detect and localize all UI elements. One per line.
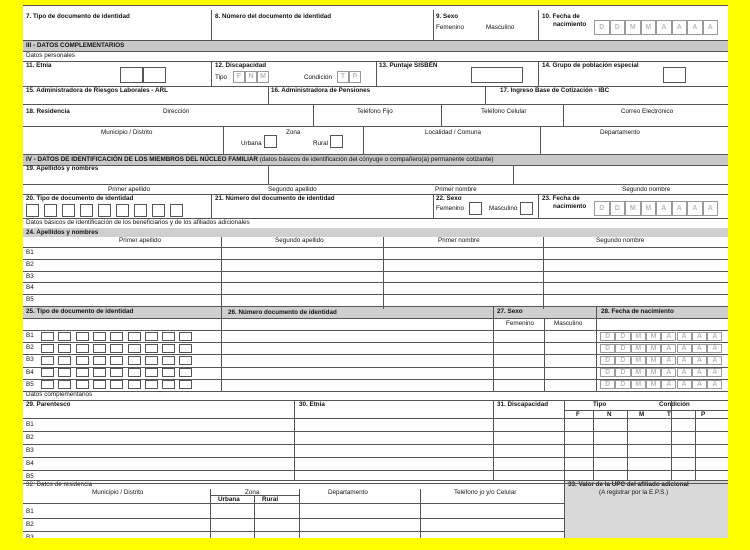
doc-type-box[interactable] (58, 368, 71, 377)
doc-type-box[interactable] (145, 356, 158, 365)
rule (23, 503, 564, 504)
datos-personales-label: Datos personales (26, 52, 76, 59)
table24-cell[interactable] (235, 248, 381, 258)
doc-type-box[interactable] (179, 332, 192, 341)
field-23-label: 23. Fecha de (542, 195, 580, 202)
birthdate-box-7[interactable]: A (707, 332, 722, 341)
t32-urbana: Urbana (218, 496, 240, 503)
doc-type-box[interactable] (93, 368, 106, 377)
doc-type-box[interactable] (128, 380, 141, 389)
doc-type-box[interactable] (162, 380, 175, 389)
table24-segundo-apellido: Segundo apellido (275, 237, 324, 244)
doc-type-box[interactable] (44, 204, 57, 217)
table24-cell[interactable] (397, 283, 541, 293)
rule (23, 483, 728, 484)
rule (564, 481, 565, 538)
doc-type-box[interactable] (26, 204, 39, 217)
sisben-input[interactable] (471, 67, 523, 83)
birthdate-box-3[interactable]: M (646, 380, 661, 389)
doc-type-box[interactable] (162, 344, 175, 353)
doc-type-box[interactable] (93, 380, 106, 389)
table24-cell[interactable] (235, 272, 381, 282)
field-33-note: (A registrar por la E.P.S.) (599, 489, 669, 496)
section-4-note: (datos básicos de identificación del cónyuge o compañero(a) permanente cotizante) (259, 156, 494, 163)
birthdate-box-7[interactable]: A (707, 344, 722, 353)
field-27-label: 27. Sexo (497, 308, 523, 315)
doc-type-box[interactable] (76, 356, 89, 365)
field-7-label: 7. Tipo de documento de identidad (26, 13, 130, 20)
doc-type-box[interactable] (62, 204, 75, 217)
doc-type-box[interactable] (134, 204, 147, 217)
t32-municipio: Municipio / Distrito (92, 489, 144, 496)
t25-masculino: Masculino (554, 320, 583, 327)
rule (23, 457, 728, 458)
doc-type-box[interactable] (128, 332, 141, 341)
birthdate-box-2[interactable]: M (631, 356, 646, 365)
doc-type-box[interactable] (76, 344, 89, 353)
table24-cell[interactable] (235, 260, 381, 270)
t25-femenino: Femenino (506, 320, 535, 327)
table25-row-label: B3 (26, 356, 34, 364)
table24-cell[interactable] (37, 260, 219, 270)
doc-type-box[interactable] (152, 204, 165, 217)
table24-cell[interactable] (235, 295, 381, 305)
field-11-label: 11. Etnia (26, 62, 52, 69)
birthdate-box-2[interactable]: M (631, 344, 646, 353)
birthdate-box-6[interactable]: A (692, 344, 707, 353)
table25-row-label: B2 (26, 344, 34, 352)
date-top-box-1[interactable]: D (610, 20, 626, 35)
doc-type-box[interactable] (41, 380, 54, 389)
table24-cell[interactable] (557, 295, 726, 305)
urbana-label: Urbana (241, 140, 262, 147)
table24-cell[interactable] (557, 248, 726, 258)
doc-type-box[interactable] (41, 356, 54, 365)
rule (23, 431, 728, 432)
birthdate-box-2[interactable]: M (631, 380, 646, 389)
field-16-label: 16. Administradora de Pensiones (271, 87, 371, 94)
disability-type-box-0[interactable]: F (233, 71, 245, 83)
field-31-label: 31. Discapacidad (497, 401, 549, 408)
doc-type-box[interactable] (162, 368, 175, 377)
t32-rural: Rural (262, 496, 279, 503)
disability-col-F: F (576, 411, 580, 418)
section-4-header (23, 154, 728, 166)
field-24-label: 24. Apellidos y nombres (26, 229, 99, 236)
birthdate-box-6[interactable]: A (692, 332, 707, 341)
doc-type-box[interactable] (145, 344, 158, 353)
birthdate-box-1[interactable]: D (615, 332, 630, 341)
table24-primer-apellido: Primer apellido (119, 237, 161, 244)
date-top-box-5[interactable]: A (672, 20, 688, 35)
table29-row-label: B5 (26, 473, 34, 480)
table29-row-label: B3 (26, 447, 34, 454)
etnia-input-2[interactable] (143, 67, 166, 83)
t32-departamento: Departamento (328, 489, 368, 496)
rule (23, 418, 728, 419)
sex-female-checkbox[interactable] (469, 202, 482, 215)
segundo-nombre-label: Segundo nombre (622, 186, 671, 193)
sex-male-label-2: Masculino (489, 205, 518, 212)
birthdate-box-7[interactable]: A (707, 368, 722, 377)
doc-type-box[interactable] (58, 332, 71, 341)
rule (564, 400, 565, 480)
date-top-box-7[interactable]: A (703, 20, 719, 35)
primer-apellido-label: Primer apellido (108, 186, 150, 193)
tipo-header: Tipo (593, 401, 607, 408)
field-10-label-2: nacimiento (553, 21, 587, 28)
field-20-label: 20. Tipo de documento de identidad (26, 195, 134, 202)
rule (210, 495, 299, 496)
birthdate-box-5[interactable]: A (677, 332, 692, 341)
date-top-box-6[interactable]: A (687, 20, 703, 35)
field-12-label: 12. Discapacidad (215, 62, 267, 69)
birthdate-box-4[interactable]: A (661, 356, 676, 365)
date-23-box-1[interactable]: D (610, 201, 626, 216)
rule (23, 318, 728, 319)
table24-cell[interactable] (37, 295, 219, 305)
doc-type-box[interactable] (110, 356, 123, 365)
t32-zona: Zona (245, 489, 260, 496)
field-15-label: 15. Administradora de Riesgos Laborales - ARL (26, 87, 168, 94)
doc-type-box[interactable] (41, 344, 54, 353)
rule (671, 400, 672, 480)
doc-type-box[interactable] (76, 368, 89, 377)
birthdate-box-4[interactable]: A (661, 332, 676, 341)
date-23-box-6[interactable]: A (687, 201, 703, 216)
doc-type-box[interactable] (98, 204, 111, 217)
birthdate-box-5[interactable]: A (677, 368, 692, 377)
doc-type-box[interactable] (58, 356, 71, 365)
table24-row-label: B4 (26, 284, 34, 292)
birthdate-box-2[interactable]: M (631, 368, 646, 377)
doc-type-box[interactable] (162, 332, 175, 341)
field-22-label: 22. Sexo (436, 195, 462, 202)
etnia-input-1[interactable] (120, 67, 143, 83)
condicion-header: Condición (659, 401, 690, 408)
field-10-label: 10. Fecha de (542, 13, 580, 20)
table24-row-label: B1 (26, 249, 34, 256)
doc-type-box[interactable] (179, 344, 192, 353)
doc-type-box[interactable] (58, 380, 71, 389)
section-4-title: IV - DATOS DE IDENTIFICACIÓN DE LOS MIEMBROS DEL NÚCLEO FAMILIAR (26, 156, 258, 163)
birthdate-box-0[interactable]: D (600, 356, 615, 365)
date-23-box-2[interactable]: M (625, 201, 641, 216)
rule (294, 400, 295, 480)
table24-row-label: B2 (26, 260, 34, 268)
field-33-label: 33. Valor de la UPC del afiliado adicional (568, 481, 689, 488)
sex-male-label: Masculino (486, 24, 515, 31)
rural-checkbox[interactable] (330, 135, 343, 148)
doc-type-box[interactable] (145, 332, 158, 341)
date-23-box-3[interactable]: M (641, 201, 657, 216)
doc-type-box[interactable] (179, 380, 192, 389)
field-25-label: 25. Tipo de documento de identidad (26, 308, 134, 315)
doc-type-box[interactable] (76, 332, 89, 341)
birthdate-box-0[interactable]: D (600, 368, 615, 377)
tel-celular-label: Teléfono Celular (481, 108, 527, 115)
doc-type-box[interactable] (110, 344, 123, 353)
doc-type-box[interactable] (110, 332, 123, 341)
departamento-label: Departamento (600, 129, 640, 136)
disability-col-T: T (667, 411, 671, 418)
date-top-box-4[interactable]: A (656, 20, 672, 35)
field-9-label: 9. Sexo (436, 13, 459, 20)
tel-fijo-label: Teléfono Fijo (357, 108, 393, 115)
sex-female-label-2: Femenino (436, 205, 465, 212)
t32-telefono: Teléfono jo y/o Celular (454, 489, 517, 496)
disability-col-N: N (607, 411, 612, 418)
date-top-box-3[interactable]: M (641, 20, 657, 35)
beneficiarios-label: Datos básicos de identificación de los beneficiarios y de los afiliados adicionales (26, 219, 250, 226)
birthdate-box-0[interactable]: D (600, 332, 615, 341)
field-13-label: 13. Puntaje SISBÉN (379, 62, 438, 69)
doc-type-box[interactable] (116, 204, 129, 217)
table25-row-label: B5 (26, 380, 34, 388)
date-top-box-0[interactable]: D (594, 20, 610, 35)
disability-col-P: P (701, 411, 706, 418)
field-23-label-2: nacimiento (553, 203, 587, 210)
birthdate-box-6[interactable]: A (692, 356, 707, 365)
table24-primer-nombre: Primer nombre (438, 237, 480, 244)
date-23-box-5[interactable]: A (672, 201, 688, 216)
table24-cell[interactable] (37, 283, 219, 293)
birthdate-box-1[interactable]: D (615, 344, 630, 353)
birthdate-box-3[interactable]: M (646, 356, 661, 365)
field-24-header-bar (23, 228, 728, 237)
doc-type-box[interactable] (58, 344, 71, 353)
birthdate-box-7[interactable]: A (707, 380, 722, 389)
table25-row-label: B1 (26, 332, 34, 339)
table24-cell[interactable] (235, 283, 381, 293)
birthdate-box-4[interactable]: A (661, 380, 676, 389)
rule (493, 400, 494, 480)
doc-type-box[interactable] (128, 344, 141, 353)
doc-type-box[interactable] (41, 368, 54, 377)
municipio-label: Municipio / Distrito (101, 129, 153, 136)
field-19-label: 19. Apellidos y nombres (26, 165, 99, 172)
disability-type-box-1[interactable]: N (245, 71, 257, 83)
doc-type-box[interactable] (145, 368, 158, 377)
rule (23, 444, 728, 445)
doc-type-box[interactable] (110, 368, 123, 377)
sex-male-checkbox[interactable] (520, 202, 533, 215)
table29-row-label: B4 (26, 460, 34, 467)
direccion-label: Dirección (163, 108, 190, 115)
birthdate-box-5[interactable]: A (677, 356, 692, 365)
table24-cell[interactable] (557, 260, 726, 270)
table24-cell[interactable] (37, 248, 219, 258)
table25-row-label: B4 (26, 368, 34, 376)
doc-type-box[interactable] (41, 332, 54, 341)
birthdate-box-3[interactable]: M (646, 332, 661, 341)
table24-cell[interactable] (557, 283, 726, 293)
disability-condition-box-0[interactable]: T (337, 71, 349, 83)
birthdate-box-1[interactable]: D (615, 380, 630, 389)
birthdate-box-4[interactable]: A (661, 344, 676, 353)
table24-cell[interactable] (397, 295, 541, 305)
segundo-apellido-label: Segundo apellido (268, 186, 317, 193)
doc-type-box[interactable] (80, 204, 93, 217)
birthdate-box-3[interactable]: M (646, 344, 661, 353)
birthdate-box-5[interactable]: A (677, 380, 692, 389)
field-26-label: 26. Número documento de identidad (228, 309, 337, 316)
table24-segundo-nombre: Segundo nombre (596, 237, 645, 244)
urbana-checkbox[interactable] (264, 135, 277, 148)
field-28-label: 28. Fecha de nacimiento (601, 308, 674, 315)
doc-type-box[interactable] (93, 356, 106, 365)
field-8-label: 8. Número del documento de identidad (215, 13, 332, 20)
correo-label: Correo Electrónico (621, 108, 674, 115)
disability-condition-box-1[interactable]: P (349, 71, 361, 83)
doc-type-box[interactable] (110, 380, 123, 389)
table32-row-label: B1 (26, 508, 34, 515)
table24-cell[interactable] (557, 272, 726, 282)
affiliation-form-page (23, 5, 728, 538)
doc-type-box[interactable] (128, 368, 141, 377)
birthdate-box-2[interactable]: M (631, 332, 646, 341)
birthdate-box-5[interactable]: A (677, 344, 692, 353)
field-17-label: 17. Ingreso Base de Cotización - IBC (500, 87, 610, 94)
birthdate-box-1[interactable]: D (615, 356, 630, 365)
disability-col-M: M (639, 411, 645, 418)
date-23-box-0[interactable]: D (594, 201, 610, 216)
field-32-label: 32. Datos de residencia (26, 481, 93, 488)
table24-cell[interactable] (37, 272, 219, 282)
rule (23, 470, 728, 471)
table24-cell[interactable] (397, 272, 541, 282)
doc-type-box[interactable] (128, 356, 141, 365)
birthdate-box-0[interactable]: D (600, 380, 615, 389)
doc-type-box[interactable] (145, 380, 158, 389)
doc-type-box[interactable] (179, 356, 192, 365)
table32-row-label: B3 (26, 534, 34, 538)
birthdate-box-1[interactable]: D (615, 368, 630, 377)
field-21-label: 21. Número del documento de identidad (215, 195, 335, 202)
birthdate-box-4[interactable]: A (661, 368, 676, 377)
disability-type-label: Tipo (215, 74, 228, 81)
doc-type-box[interactable] (170, 204, 183, 217)
rule (23, 531, 564, 532)
zona-label: Zona (286, 129, 301, 136)
doc-type-box[interactable] (162, 356, 175, 365)
table24-cell[interactable] (397, 248, 541, 258)
sex-female-label: Femenino (436, 24, 465, 31)
rule (23, 518, 564, 519)
primer-nombre-label: Primer nombre (435, 186, 477, 193)
birthdate-box-6[interactable]: A (692, 368, 707, 377)
grupo-poblacion-input[interactable] (663, 67, 686, 83)
field-14-label: 14. Grupo de población especial (542, 62, 639, 69)
datos-complementarios-label: Datos complementarios (26, 391, 93, 398)
birthdate-box-6[interactable]: A (692, 380, 707, 389)
doc-type-box[interactable] (93, 332, 106, 341)
rule (23, 306, 728, 307)
table24-row-label: B3 (26, 272, 34, 280)
disability-type-box-2[interactable]: M (257, 71, 269, 83)
rule (23, 391, 728, 392)
disability-condition-label: Condición (304, 74, 333, 81)
localidad-label: Localidad / Comuna (425, 129, 482, 136)
doc-type-box[interactable] (93, 344, 106, 353)
field-18-label: 18. Residencia (26, 108, 70, 115)
date-23-box-7[interactable]: A (703, 201, 719, 216)
field-30-label: 30. Etnia (299, 401, 325, 408)
table29-row-label: B1 (26, 421, 34, 428)
rural-label: Rural (313, 140, 329, 147)
field-29-label: 29. Parentesco (26, 401, 71, 408)
birthdate-box-7[interactable]: A (707, 356, 722, 365)
section-3-header: III - DATOS COMPLEMENTARIOS (23, 40, 728, 52)
birthdate-box-0[interactable]: D (600, 344, 615, 353)
table24-row-label: B5 (26, 296, 34, 304)
doc-type-box[interactable] (179, 368, 192, 377)
birthdate-box-3[interactable]: M (646, 368, 661, 377)
date-23-box-4[interactable]: A (656, 201, 672, 216)
doc-type-box[interactable] (76, 380, 89, 389)
table32-row-label: B2 (26, 521, 34, 528)
table24-cell[interactable] (397, 260, 541, 270)
date-top-box-2[interactable]: M (625, 20, 641, 35)
table29-row-label: B2 (26, 434, 34, 441)
